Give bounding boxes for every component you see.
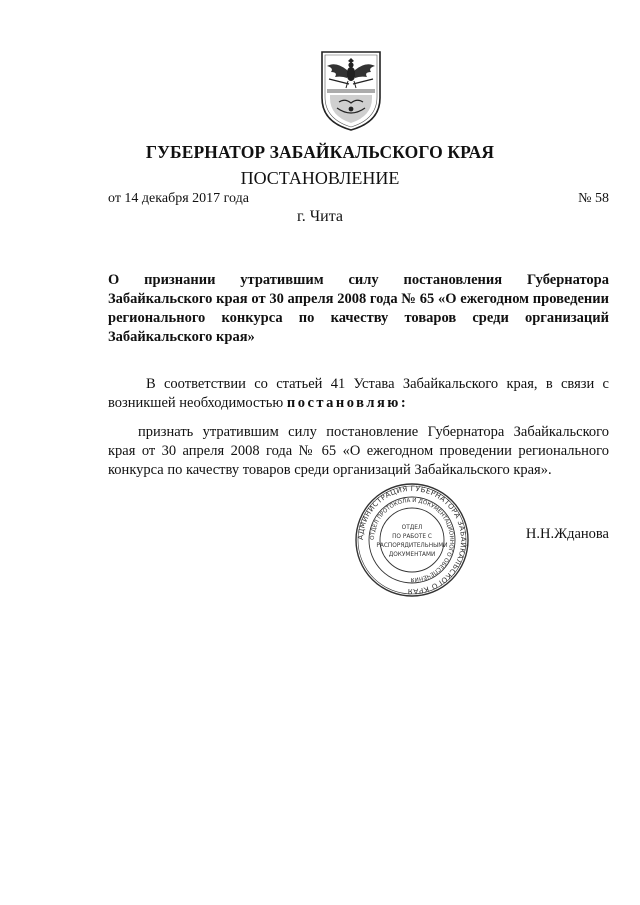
stamp-center-line: ОТДЕЛ [401, 525, 423, 531]
issuer-heading: ГУБЕРНАТОР ЗАБАЙКАЛЬСКОГО КРАЯ [145, 142, 495, 162]
document-number: № 58 [578, 191, 609, 206]
intro-paragraph [108, 375, 609, 413]
stamp-center-line: ПО РАБОТЕ С [392, 534, 432, 540]
stamp-inner-text: ОТДЕЛ ПРОТОКОЛА И ДОКУМЕНТАЦИОННОГО ОБЕСПЕЧЕНИЯ [369, 497, 455, 583]
stamp-outer-text: АДМИНИСТРАЦИЯ ГУБЕРНАТОРА ЗАБАЙКАЛЬСКОГО КРАЯ [355, 483, 469, 597]
coat-of-arms-icon [318, 48, 384, 132]
decision-paragraph: признать утратившим силу постановление Губернатора Забайкальского края от 30 апреля 2008 года № 65 «О ежегодном проведении регионального конкурса по качеству товаров среди организаций Забайкальского края». [108, 424, 609, 478]
document-city: г. Чита [296, 208, 343, 225]
document-title: О признании утратившим силу постановления Губернатора Забайкальского края от 30 апреля 2008 года № 65 «О ежегодном проведении регионального конкурса по качеству товаров среди организаций Забайкальского края» [108, 272, 609, 345]
signer-name: Н.Н.Жданова [525, 526, 609, 542]
document-date: от 14 декабря 2017 года [108, 191, 249, 206]
official-stamp [354, 482, 470, 598]
intro-text: В соответствии со статьей 41 Устава Забайкальского края, в связи с возникшей необходимостью [108, 376, 609, 411]
stamp-center-line: ДОКУМЕНТАМИ [388, 552, 436, 558]
resolve-word: постановляю: [286, 395, 409, 411]
document-type: ПОСТАНОВЛЕНИЕ [240, 168, 400, 188]
stamp-center-line: РАСПОРЯДИТЕЛЬНЫМИ [376, 543, 448, 549]
